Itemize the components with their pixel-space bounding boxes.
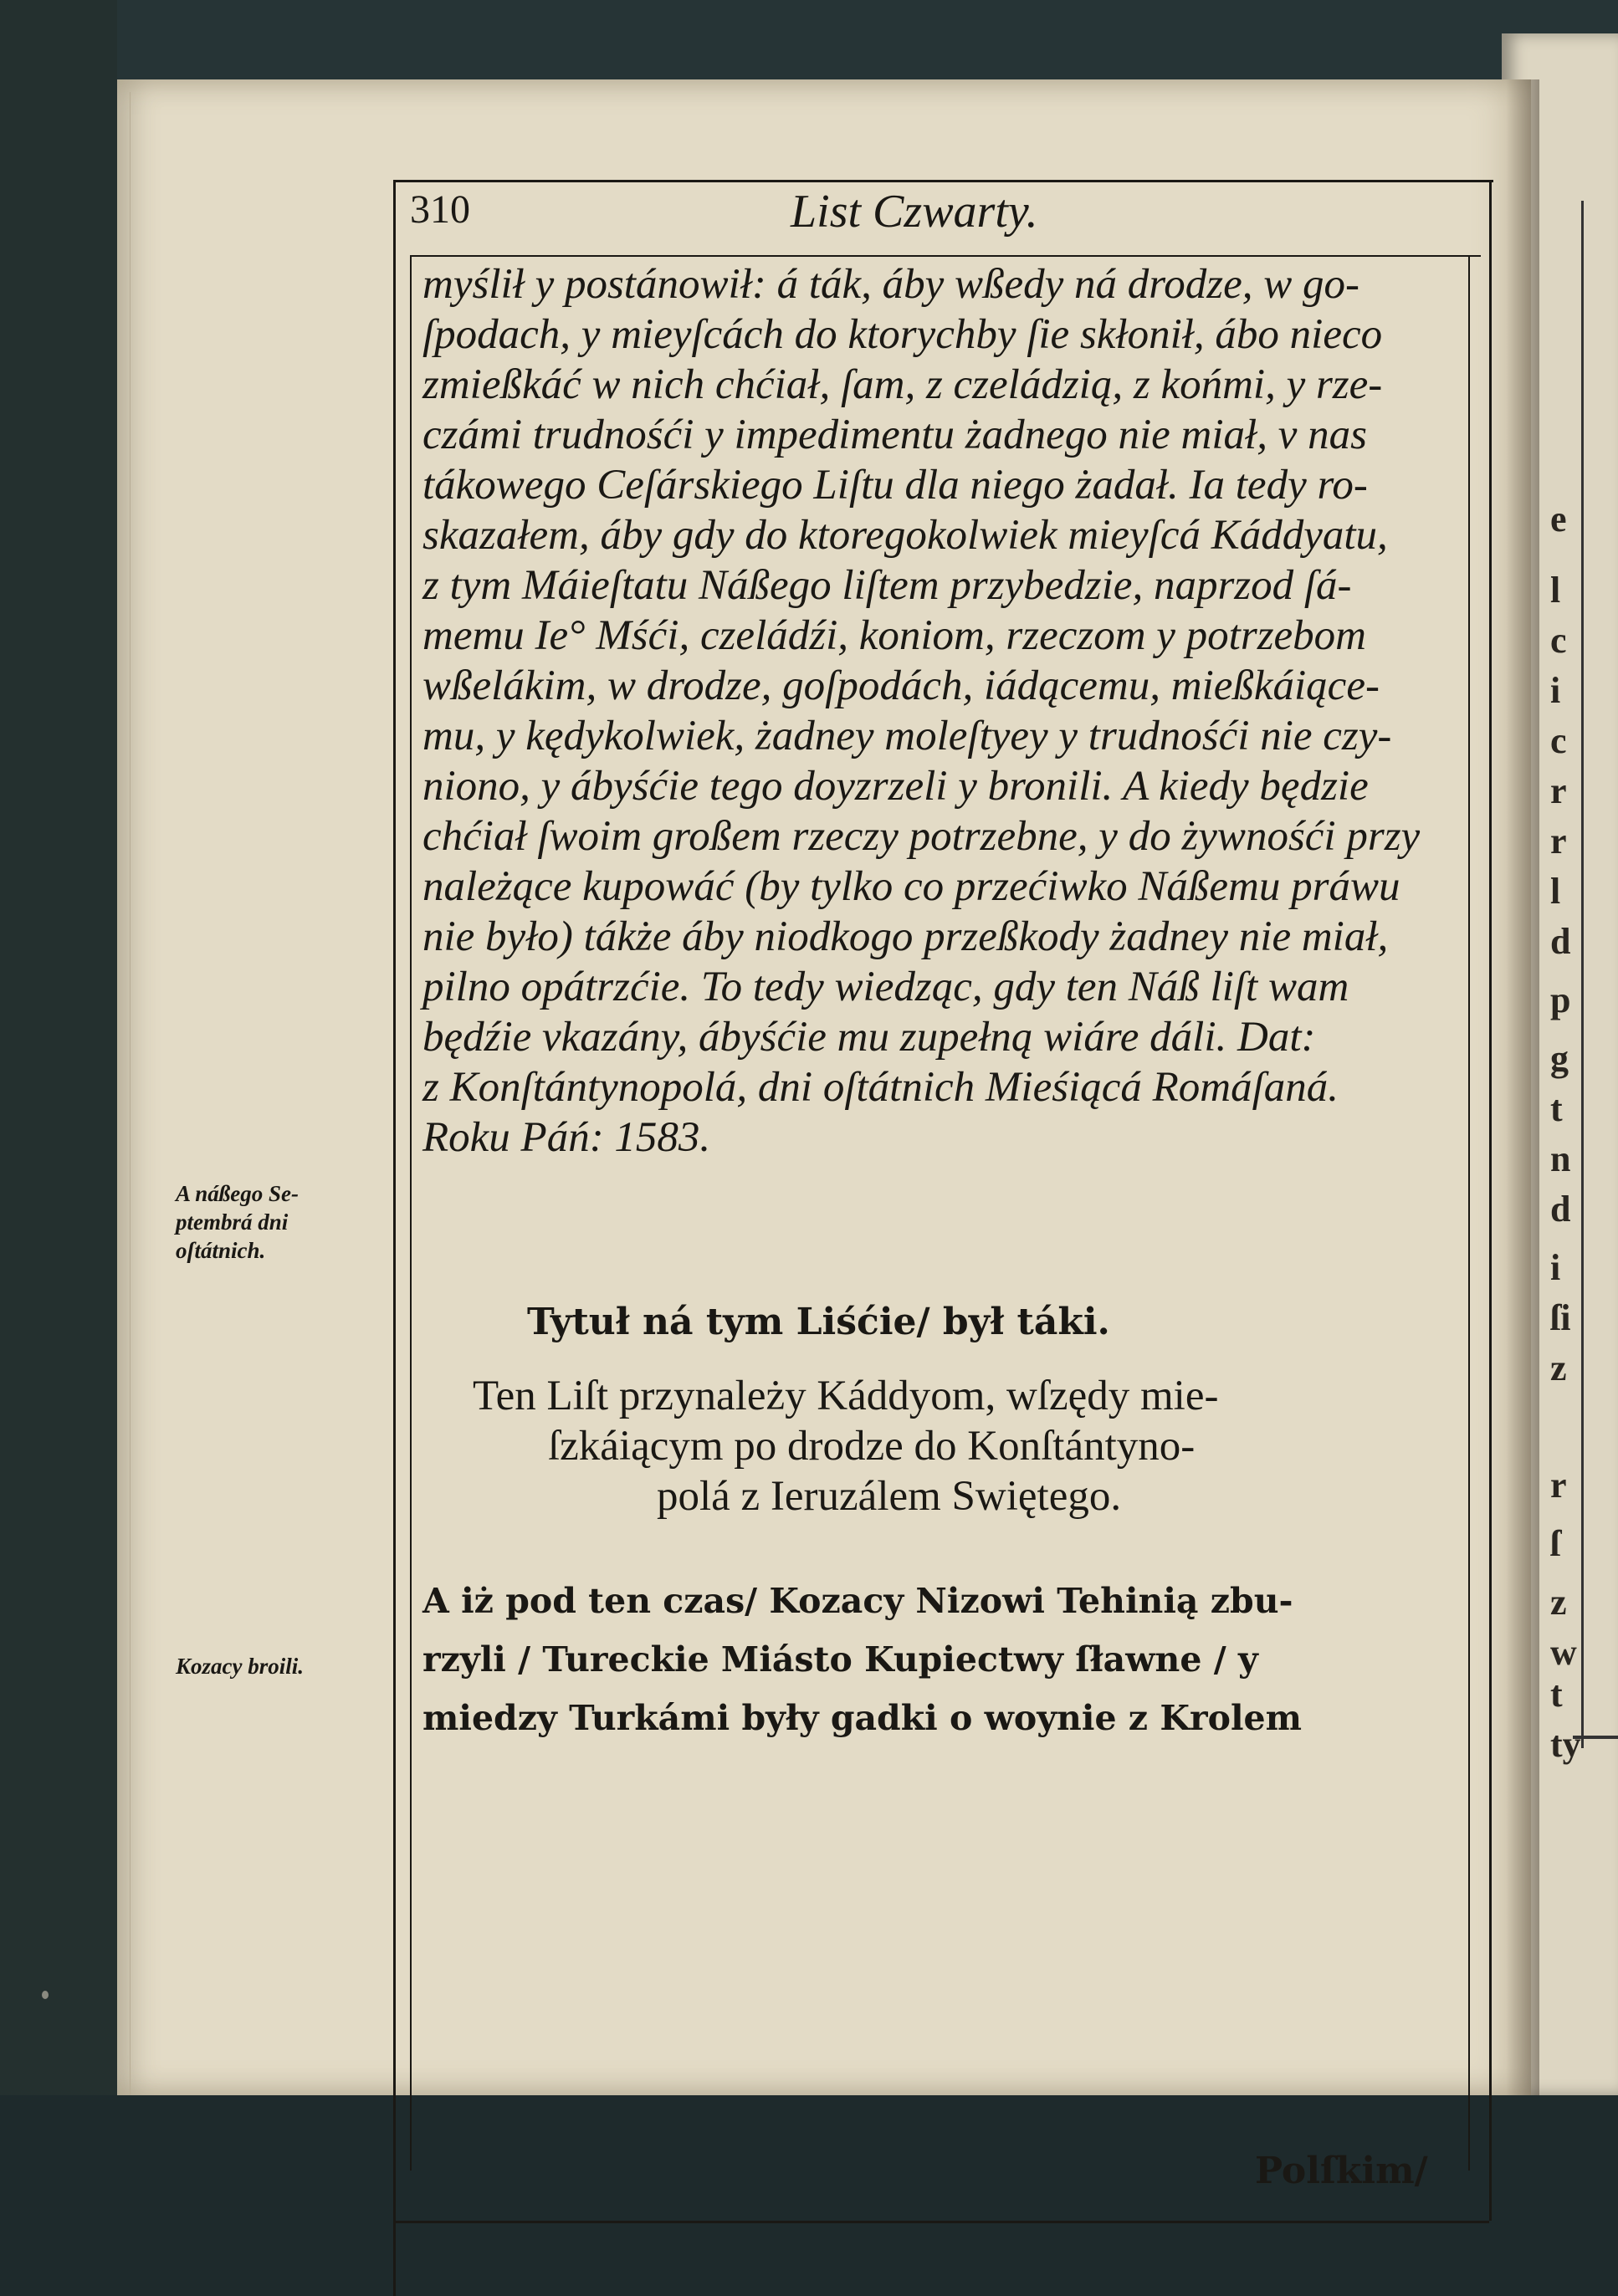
fragment: r: [1550, 770, 1567, 811]
fragment: r: [1550, 1465, 1567, 1506]
fragment: d: [1550, 1189, 1571, 1230]
fragment: d: [1550, 921, 1571, 962]
text-line: z Konſtántynopolá, dni oſtátnich Mieśiącá Romáſaná.: [422, 1064, 1339, 1111]
text-line: czámi trudnośći y impedimentu żadnego nie miał, v nas: [422, 412, 1367, 458]
text-line: z tym Máieſtatu Náßego liſtem przybedzie, naprzod ſá-: [422, 562, 1352, 609]
page-number: 310: [410, 187, 470, 232]
text-line: wßelákim, w drodze, goſpodách, iádącemu, mießkáiące-: [422, 662, 1380, 709]
fragment: g: [1550, 1038, 1569, 1079]
text-line: niono, y ábyśćie tego doyzrzeli y bronili. A kiedy będzie: [422, 763, 1369, 810]
fragment: ſi: [1550, 1297, 1571, 1338]
text-right-rule: [1468, 255, 1470, 2171]
text-left-rule: [410, 255, 412, 2171]
text-line: memu Ie° Mśći, czeládźi, koniom, rzeczom y potrzebom: [422, 612, 1367, 659]
fragment: t: [1550, 1674, 1563, 1715]
text-line: skazałem, áby gdy do ktoregokolwiek mieyſcá Káddyatu,: [422, 512, 1388, 559]
address-line: Ten Liſt przynależy Káddyom, wſzędy mie-: [473, 1373, 1219, 1419]
frame-right-rule: [1489, 180, 1492, 2221]
address-line: polá z Ieruzálem Swiętego.: [657, 1473, 1122, 1520]
marginal-note-date: [176, 1179, 393, 1265]
marginal-line: oſtátnich.: [176, 1238, 266, 1263]
text-line: tákowego Ceſárskiego Liſtu dla niego żadał. Ia tedy ro-: [422, 462, 1368, 509]
background-left: [0, 0, 117, 2095]
page-edge: [130, 92, 131, 2095]
fragment: l: [1550, 871, 1561, 912]
paper-smudge: [42, 1991, 49, 1999]
fragment: ty: [1550, 1724, 1581, 1765]
text-line: nie było) tákże áby niodkogo przeßkody żadney nie miał,: [422, 913, 1389, 960]
fragment: e: [1550, 499, 1567, 539]
letter-heading: Tytuł ná tym Liśćie/ był táki.: [527, 1301, 1110, 1343]
text-line: Roku Páń: 1583.: [422, 1114, 711, 1161]
text-line: ſpodach, y mieyſcách do ktorychby ſie skłonił, ábo nieco: [422, 311, 1383, 358]
facing-page-text: [1502, 33, 1618, 2095]
catchword: Polſkim/: [1255, 2150, 1428, 2192]
fragment: i: [1550, 1247, 1561, 1288]
gothic-line: A iż pod ten czas/ Kozacy Nizowi Tehinią zbu-: [422, 1581, 1293, 1621]
fragment: p: [1550, 979, 1571, 1020]
fragment: n: [1550, 1138, 1571, 1179]
text-line: myślił y postánowił: á ták, áby wßedy ná drodze, w go-: [422, 261, 1359, 308]
marginal-line: A náßego Se-: [176, 1181, 300, 1206]
address-line: ſzkáiącym po drodze do Konſtántyno-: [548, 1423, 1196, 1470]
marginal-line: Kozacy broili.: [176, 1654, 304, 1679]
marginal-line: ptembrá dni: [176, 1209, 289, 1235]
fragment: t: [1550, 1088, 1563, 1129]
text-line: chćiał ſwoim großem rzeczy potrzebne, y do żywnośći przy: [422, 813, 1421, 860]
gothic-line: miedzy Turkámi były gadki o woynie z Krolem: [422, 1698, 1302, 1738]
text-top-rule: [410, 255, 1481, 257]
running-title: List Czwarty.: [791, 186, 1038, 238]
gothic-line: rzyli / Tureckie Miásto Kupiectwy ſławne / y: [422, 1639, 1258, 1680]
fragment: i: [1550, 670, 1561, 711]
fragment: z: [1550, 1347, 1567, 1388]
frame-left-rule: [393, 180, 396, 2296]
fragment: ſ: [1550, 1523, 1561, 1564]
fragment: c: [1550, 620, 1567, 661]
fragment: l: [1550, 570, 1561, 611]
text-line: będźie vkazány, ábyśćie mu zupełną wiáre dáli. Dat:: [422, 1014, 1316, 1061]
background-top: [0, 0, 1618, 79]
fragment: c: [1550, 720, 1567, 761]
text-line: pilno opátrzćie. To tedy wiedząc, gdy ten Náß liſt wam: [422, 964, 1349, 1010]
page-header: [393, 180, 1489, 238]
frame-bottom-rule: [393, 2221, 1489, 2223]
text-line: mu, y kędykolwiek, żadney moleſtyey y trudnośći nie czy-: [422, 713, 1392, 759]
fragment: z: [1550, 1582, 1567, 1623]
text-line: zmießkáć w nich chćiał, ſam, z czeládzią, z końmi, y rze-: [422, 361, 1383, 408]
text-line: należące kupowáć (by tylko co przećiwko Náßemu práwu: [422, 863, 1400, 910]
fragment: r: [1550, 821, 1567, 862]
marginal-note-cossacks: [176, 1652, 393, 1680]
fragment: w: [1550, 1632, 1577, 1673]
